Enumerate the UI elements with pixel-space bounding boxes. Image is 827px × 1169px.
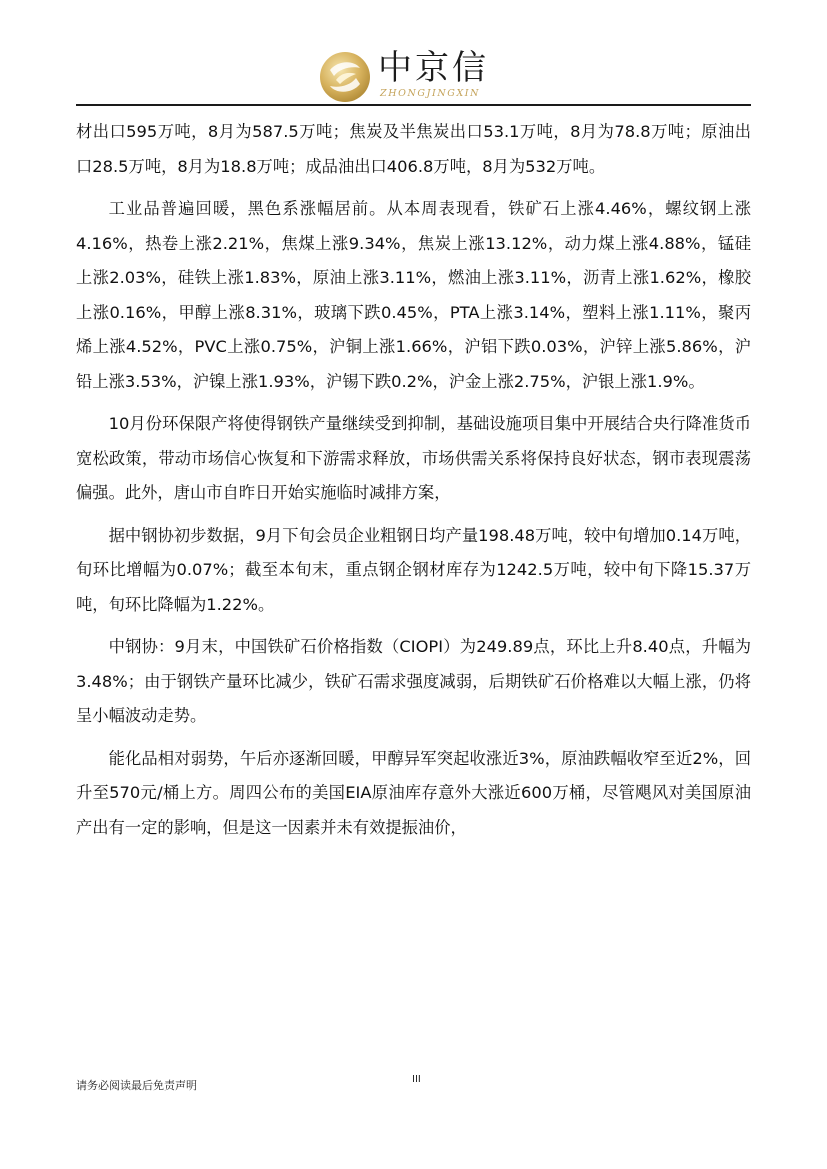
paragraph-steel-production: 据中钢协初步数据，9月下旬会员企业粗钢日均产量198.48万吨，较中旬增加0.14万吨，旬环比增幅为0.07%；截至本旬末，重点钢企钢材库存为1242.5万吨，较中旬下降15.37万吨，旬环比降幅为1.22%。 xyxy=(76,525,751,614)
company-logo-subtitle: ZHONGJINGXIN xyxy=(380,88,481,99)
paragraph-iron-ore-index: 中钢协：9月末，中国铁矿石价格指数（CIOPI）为249.89点，环比上升8.40点，升幅为3.48%；由于钢铁产量环比减少，铁矿石需求强度减弱，后期铁矿石价格难以大幅上涨，仍将呈小幅波动走势。 xyxy=(76,637,751,725)
document-body xyxy=(76,115,751,853)
company-logo-name: 中京信 xyxy=(378,48,489,88)
gold-swirl-icon xyxy=(318,50,372,104)
header-divider xyxy=(76,104,751,106)
paragraph-export-data: 材出口595万吨，8月为587.5万吨；焦炭及半焦炭出口53.1万吨，8月为78.8万吨；原油出口28.5万吨，8月为18.8万吨；成品油出口406.8万吨，8月为532万吨。 xyxy=(76,122,751,176)
footer-disclaimer: 请务必阅读最后免责声明 xyxy=(76,1079,197,1092)
page-header xyxy=(0,40,827,106)
paragraph-energy-chemicals: 能化品相对弱势，午后亦逐渐回暖，甲醇异军突起收涨近3%，原油跌幅收窄至近2%，回升至570元/桶上方。周四公布的美国EIA原油库存意外大涨近600万桶，尽管飓风对美国原油产出有一定的影响，但是这一因素并未有效提振油价， xyxy=(76,748,751,837)
paragraph-weekly-performance: 工业品普遍回暖，黑色系涨幅居前。从本周表现看，铁矿石上涨4.46%，螺纹钢上涨4.16%，热卷上涨2.21%，焦煤上涨9.34%，焦炭上涨13.12%，动力煤上涨4.88%，锰硅上涨2.03%，硅铁上涨1.83%，原油上涨3.11%，燃油上涨3.11%，沥青上涨1.62%，橡胶上涨0.16%，甲醇上涨8.31%，玻璃下跌0.45%，PTA上涨3.14%，塑料上涨1.11%，聚丙烯上涨4.52%，PVC上涨0.75%，沪铜上涨1.66%，沪铝下跌0.03%，沪锌上涨5.86%，沪铅上涨3.53%，沪镍上涨1.93%，沪锡下跌0.2%，沪金上涨2.75%，沪银上涨1.9%。 xyxy=(76,199,751,391)
paragraph-october-outlook: 10月份环保限产将使得钢铁产量继续受到抑制，基础设施项目集中开展结合央行降准货币宽松政策，带动市场信心恢复和下游需求释放，市场供需关系将保持良好状态，钢市表现震荡偏强。此外，唐山市自昨日开始实施临时减排方案， xyxy=(76,414,751,502)
page-number: III xyxy=(412,1074,421,1085)
